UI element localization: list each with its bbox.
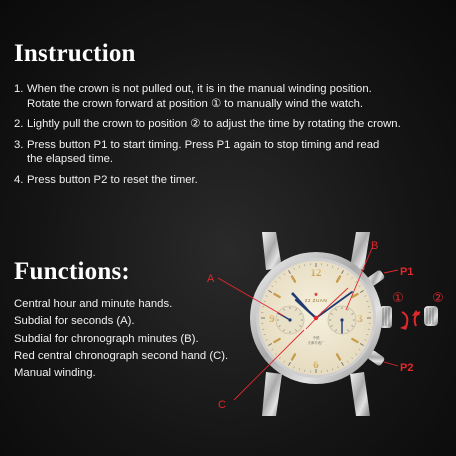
label-c: C	[218, 399, 226, 411]
step-line: the elapsed time.	[27, 153, 114, 166]
brand-text: 22 ZUAN	[304, 298, 328, 303]
label-p1: P1	[400, 266, 414, 278]
position-1-label: ①	[392, 291, 404, 306]
function-item: Red central chronograph second hand (C).	[14, 349, 229, 362]
step-number: 3.	[14, 138, 24, 151]
step-number: 1.	[14, 83, 24, 95]
function-item: Subdial for chronograph minutes (B).	[14, 332, 199, 345]
function-item: Manual winding.	[14, 367, 96, 380]
subdial-minutes	[328, 306, 356, 334]
step-line: Press button P1 to start timing. Press P1 again to stop timing and read	[27, 138, 380, 151]
subdial-seconds	[276, 306, 304, 334]
star-logo-icon: ★	[313, 292, 319, 298]
step-line: When the crown is not pulled out, it is in the manual winding position.	[27, 83, 372, 95]
step-number: 2.	[14, 118, 24, 131]
dial-text-2: 天津手表厂	[307, 341, 325, 345]
numeral-9: 9	[269, 313, 275, 325]
label-b: B	[371, 240, 379, 252]
function-item: Subdial for seconds (A).	[14, 315, 135, 328]
rotate-arrow-icon	[400, 312, 408, 330]
position-2-label: ②	[432, 291, 444, 306]
instruction-title: Instruction	[14, 40, 136, 67]
numeral-3: 3	[357, 313, 363, 325]
step-number: 4.	[14, 173, 24, 186]
label-p2: P2	[400, 362, 414, 374]
step-line: Press button P2 to reset the timer.	[27, 173, 198, 186]
numeral-6: 6	[313, 359, 319, 371]
numeral-12: 12	[310, 267, 322, 279]
step-line: Lightly pull the crown to position ② to adjust the time by rotating the crown.	[27, 118, 401, 131]
label-a: A	[207, 273, 215, 285]
dial-text-1: 中国	[312, 336, 320, 340]
crown-pulled-icon	[412, 306, 438, 326]
functions-title: Functions:	[14, 258, 130, 285]
step-line: Rotate the crown forward at position ① to manually wind the watch.	[27, 97, 364, 110]
function-item: Central hour and minute hands.	[14, 298, 173, 310]
